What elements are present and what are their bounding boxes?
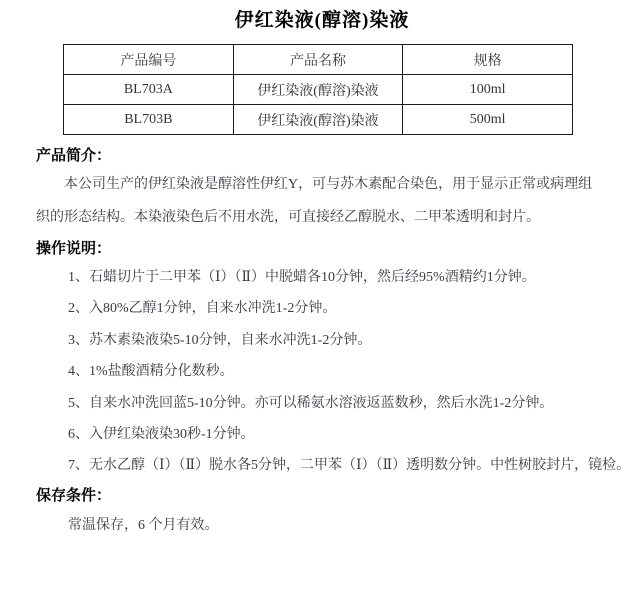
operation-step: 7、无水乙醇（Ⅰ）（Ⅱ）脱水各5分钟，二甲苯（Ⅰ）（Ⅱ）透明数分钟。中性树胶封片，镜检。: [68, 458, 631, 474]
table-row: [64, 105, 573, 135]
table-row: [64, 75, 573, 105]
table-header-row: [64, 45, 573, 75]
operation-step: 2、入80%乙醇1分钟，自来水冲洗1-2分钟。: [68, 301, 337, 317]
intro-paragraph: 本公司生产的伊红染液是醇溶性伊红Y，可与苏木素配合染色，用于显示正常或病理组织的形态结构。本染液染色后不用水洗，可直接经乙醇脱水、二甲苯透明和封片。: [36, 177, 593, 225]
table-cell-spec: 500ml: [403, 105, 573, 135]
table-header-spec: 规格: [403, 45, 573, 75]
document-title: 伊红染液(醇溶)染液: [234, 10, 410, 31]
operation-steps: [36, 262, 634, 482]
product-table: [63, 44, 573, 135]
operation-step: 5、自来水冲洗回蓝5-10分钟。亦可以稀氨水溶液返蓝数秒，然后水洗1-2分钟。: [68, 395, 554, 411]
table-cell-product-name: 伊红染液(醇溶)染液: [233, 75, 403, 105]
section-heading-intro: 产品简介：: [36, 147, 112, 164]
table-cell-product-code: BL703B: [64, 105, 234, 135]
storage-text: 常温保存，6 个月有效。: [68, 517, 219, 533]
section-heading-operation: 操作说明：: [36, 240, 112, 257]
operation-step: 3、苏木素染液染5-10分钟，自来水冲洗1-2分钟。: [68, 332, 372, 348]
product-table-body: [64, 75, 573, 135]
table-cell-spec: 100ml: [403, 75, 573, 105]
operation-step: 4、1%盐酸酒精分化数秒。: [68, 364, 234, 380]
table-header-product-code: 产品编号: [64, 45, 234, 75]
table-cell-product-name: 伊红染液(醇溶)染液: [233, 105, 403, 135]
operation-step: 1、石蜡切片于二甲苯（Ⅰ）（Ⅱ）中脱蜡各10分钟，然后经95%酒精约1分钟。: [68, 270, 536, 285]
section-heading-storage: 保存条件：: [36, 486, 112, 504]
table-cell-product-code: BL703A: [64, 75, 234, 105]
operation-step: 6、入伊红染液染30秒-1分钟。: [68, 427, 255, 443]
table-header-product-name: 产品名称: [233, 45, 403, 75]
product-table-head: [64, 45, 573, 75]
